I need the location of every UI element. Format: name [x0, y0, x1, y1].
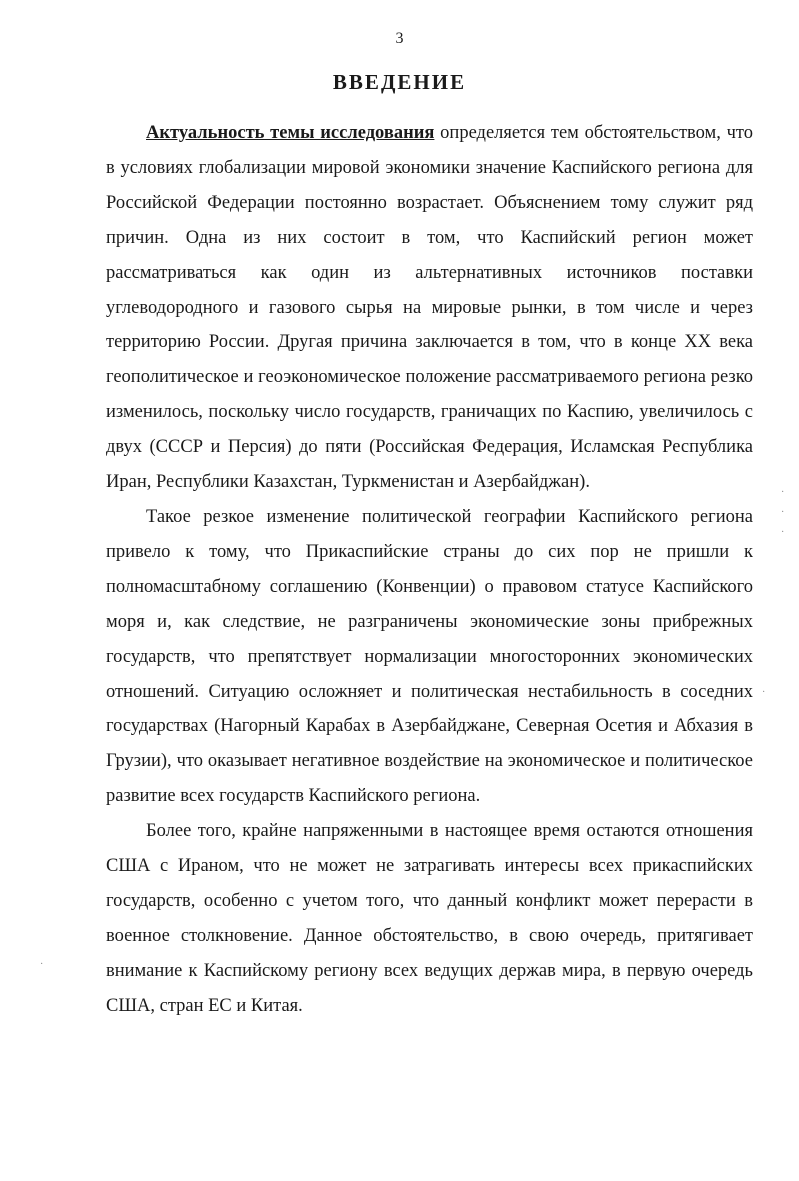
page-number: 3	[395, 30, 404, 47]
paragraph-geography: Такое резкое изменение политической географии Каспийского региона привело к тому, что Прикаспийские страны до сих пор не пришли к полномасштабному соглашению (Конвенции) о правовом статусе Каспийского моря и, как следствие, не разграничены экономические зоны прибрежных государств, что препятствует нормализации многосторонних экономических отношений. Ситуацию осложняет и политическая нестабильность в соседних государствах (Нагорный Карабах в Азербайджане, Северная Осетия и Абхазия в Грузии), что оказывает негативное воздействие на экономическое и политическое развитие всех государств Каспийского региона.	[106, 506, 753, 807]
scan-speck: ·	[781, 487, 785, 498]
scan-speck: ·	[781, 527, 785, 538]
page-title: ВВЕДЕНИЕ	[332, 70, 467, 94]
document-body	[106, 116, 753, 1024]
scan-speck: ·	[762, 687, 766, 698]
lead-term: Актуальность темы исследования	[146, 123, 435, 143]
scan-speck: ·	[781, 507, 785, 518]
paragraph-text: определяется тем обстоятельством, что в условиях глобализации мировой экономики значение Каспийского региона для Российской Федерации постоянно возрастает. Объяснением тому служит ряд причин. Одна из них состоит в том, что Каспийский регион может рассматриваться как один из альтернативных источников поставки углеводородного и газового сырья на мировые рынки, в том числе и через территорию России. Другая причина заключается в том, что в конце XX века геополитическое и геоэкономическое положение рассматриваемого региона резко изменилось, поскольку число государств, граничащих по Каспию, увеличилось с двух (СССР и Персия) до пяти (Российская Федерация, Исламская Республика Иран, Республики Казахстан, Туркменистан и Азербайджан).	[106, 123, 754, 493]
paragraph-usa-iran: Более того, крайне напряженными в настоящее время остаются отношения США с Ираном, что не может не затрагивать интересы всех прикаспийских государств, особенно с учетом того, что данный конфликт может перерасти в военное столкновение. Данное обстоятельство, в свою очередь, притягивает внимание к Каспийскому региону всех ведущих держав мира, в первую очередь США, стран ЕС и Китая.	[106, 821, 753, 1016]
scan-speck: ·	[40, 959, 44, 970]
paragraph-relevance	[106, 116, 753, 500]
